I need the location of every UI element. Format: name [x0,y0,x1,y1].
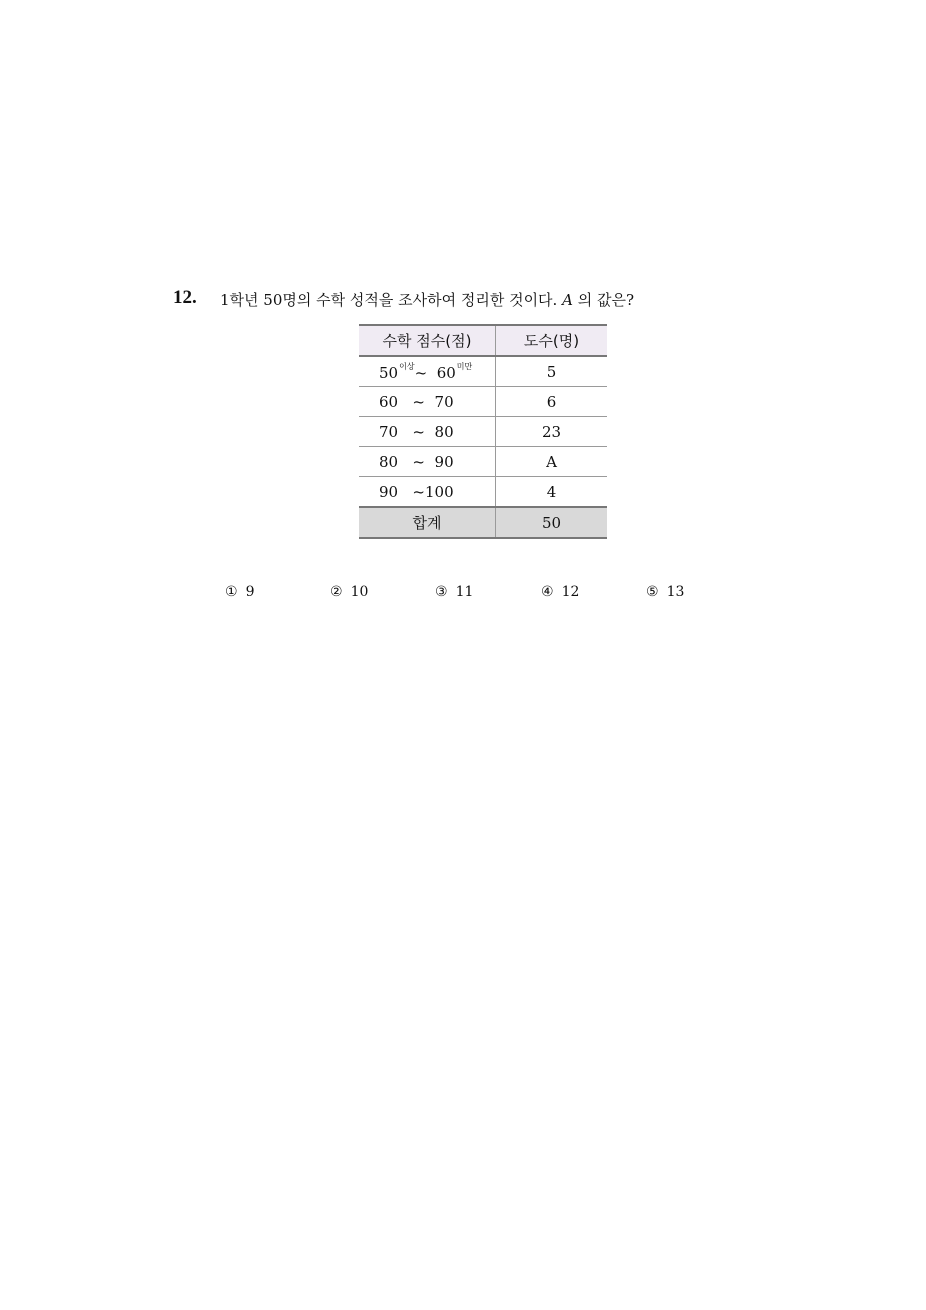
range-lower: 70 [379,422,399,441]
frequency-cell: 6 [496,387,608,417]
frequency-cell: 23 [496,417,608,447]
choice-mark: ③ [435,584,448,600]
lower-note: 이상 [399,362,415,371]
range-sep: ~ [412,452,425,471]
score-range [359,447,496,477]
question-text-after: 의 값은? [572,291,634,309]
score-range [359,356,496,387]
range-sep: ~ [412,392,425,411]
range-upper: 70 [434,392,454,411]
choice-5[interactable] [646,584,684,600]
choice-mark: ④ [541,584,554,600]
frequency-table [359,324,607,539]
score-range [359,477,496,508]
total-label: 합계 [359,507,496,538]
header-score: 수학 점수(점) [359,325,496,356]
range-upper: 60 [436,364,456,382]
choice-4[interactable] [541,584,579,600]
frequency-cell: 4 [496,477,608,508]
table-row [359,477,607,508]
choice-2[interactable] [330,584,368,600]
score-range [359,417,496,447]
choice-1[interactable] [225,584,254,600]
table-row [359,417,607,447]
range-sep: ~ [414,364,428,382]
range-lower: 80 [379,452,399,471]
range-lower: 50 [379,364,399,382]
range-sep: ~ [412,482,425,501]
range-upper: 100 [424,482,454,501]
range-sep: ~ [412,422,425,441]
choice-value: 13 [666,584,685,600]
choice-value: 10 [350,584,369,600]
table-row [359,387,607,417]
range-upper: 90 [434,452,454,471]
question-text-before: 1학년 50명의 수학 성적을 조사하여 정리한 것이다. [220,291,563,309]
range-lower: 60 [379,392,399,411]
upper-note: 미만 [456,362,473,371]
question-text [220,289,634,310]
choice-value: 11 [455,584,474,600]
table-header-row [359,325,607,356]
table-row [359,447,607,477]
range-lower: 90 [379,482,399,501]
score-range [359,387,496,417]
choice-mark: ⑤ [646,584,659,600]
table-row [359,356,607,387]
table-total-row [359,507,607,538]
question-variable: A [562,291,573,309]
frequency-cell: 5 [496,356,608,387]
choice-3[interactable] [435,584,473,600]
choice-mark: ① [225,584,238,600]
total-value: 50 [496,507,608,538]
frequency-cell: A [496,447,608,477]
range-upper: 80 [434,422,454,441]
choice-mark: ② [330,584,343,600]
question-number: 12. [173,287,197,308]
header-frequency: 도수(명) [496,325,608,356]
choice-value: 12 [561,584,580,600]
choice-value: 9 [245,584,255,600]
